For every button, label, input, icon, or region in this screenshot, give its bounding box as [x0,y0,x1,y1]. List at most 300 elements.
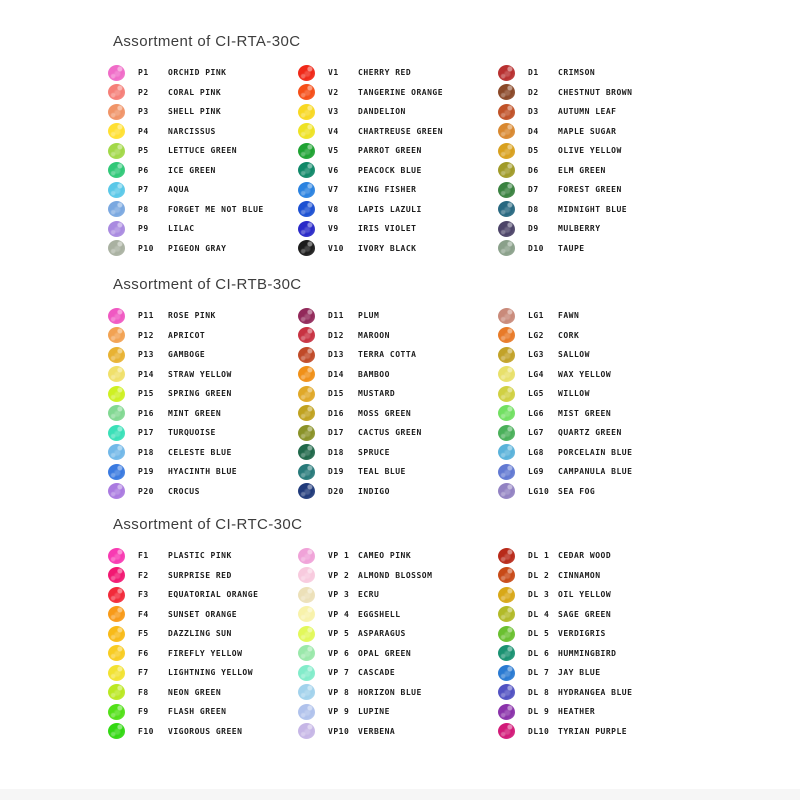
color-name: ASPARAGUS [358,629,406,639]
color-entry [298,546,493,566]
color-swatch [108,665,125,681]
color-code: V6 [328,165,339,175]
color-entry [108,83,303,103]
color-name: IRIS VIOLET [358,224,417,234]
color-code: DL 3 [528,590,550,600]
color-swatch [108,240,125,256]
color-name: ICE GREEN [168,165,216,175]
color-code: D2 [528,87,539,97]
color-code: P7 [138,185,149,195]
color-entry [498,83,693,103]
color-name: JAY BLUE [558,668,601,678]
color-swatch [108,221,125,237]
color-code: V7 [328,185,339,195]
color-code: VP 2 [328,570,350,580]
color-entry [498,663,693,683]
color-code: D8 [528,204,539,214]
color-name: MAROON [358,330,390,340]
color-name: PORCELAIN BLUE [558,447,633,457]
color-name: SURPRISE RED [168,570,232,580]
color-name: INDIGO [358,486,390,496]
color-code: D11 [328,311,344,321]
swatch-column [498,306,693,501]
color-name: QUARTZ GREEN [558,428,622,438]
color-swatch [498,240,515,256]
color-entry [108,605,303,625]
color-name: HYDRANGEA BLUE [558,687,633,697]
color-code: DL 7 [528,668,550,678]
color-entry [108,546,303,566]
color-swatch [498,723,515,739]
color-entry [498,345,693,365]
color-swatch [298,366,315,382]
color-swatch [298,606,315,622]
color-swatch [108,65,125,81]
color-code: D1 [528,68,539,78]
color-code: D13 [328,350,344,360]
color-swatch [498,308,515,324]
color-entry [298,404,493,424]
color-swatch [108,587,125,603]
color-entry [498,384,693,404]
color-name: CEDAR WOOD [558,551,612,561]
color-entry [298,141,493,161]
color-name: CELESTE BLUE [168,447,232,457]
color-code: D15 [328,389,344,399]
color-code: V3 [328,107,339,117]
color-name: SUNSET ORANGE [168,609,238,619]
color-entry [298,605,493,625]
color-entry [498,482,693,502]
color-code: F8 [138,687,149,697]
color-code: DL 2 [528,570,550,580]
color-code: VP 8 [328,687,350,697]
color-name: CHERRY RED [358,68,412,78]
color-swatch [298,240,315,256]
color-name: FLASH GREEN [168,707,227,717]
color-swatch [298,347,315,363]
color-code: P19 [138,467,154,477]
color-swatch [298,704,315,720]
color-swatch [108,123,125,139]
color-name: PLASTIC PINK [168,551,232,561]
color-entry [498,180,693,200]
color-entry [498,326,693,346]
color-swatch [108,704,125,720]
color-entry [108,624,303,644]
color-name: OIL YELLOW [558,590,612,600]
color-name: WILLOW [558,389,590,399]
color-code: V9 [328,224,339,234]
color-entry [498,122,693,142]
color-name: MOSS GREEN [358,408,412,418]
color-code: LG10 [528,486,550,496]
color-code: P2 [138,87,149,97]
color-entry [498,644,693,664]
color-swatch [498,665,515,681]
color-code: D20 [328,486,344,496]
color-name: AUTUMN LEAF [558,107,617,117]
color-code: LG3 [528,350,544,360]
color-swatch [298,162,315,178]
color-code: D14 [328,369,344,379]
color-swatch [498,65,515,81]
color-code: DL 6 [528,648,550,658]
color-code: F6 [138,648,149,658]
color-code: LG9 [528,467,544,477]
color-code: LG4 [528,369,544,379]
color-entry [298,482,493,502]
color-swatch [298,201,315,217]
color-code: P15 [138,389,154,399]
color-swatch [498,162,515,178]
color-code: LG5 [528,389,544,399]
color-code: F9 [138,707,149,717]
color-swatch [498,606,515,622]
color-name: TERRA COTTA [358,350,417,360]
color-entry [498,702,693,722]
color-swatch [498,483,515,499]
color-name: CACTUS GREEN [358,428,422,438]
color-entry [298,585,493,605]
color-swatch [498,425,515,441]
color-name: FIREFLY YELLOW [168,648,243,658]
color-swatch [108,405,125,421]
color-entry [108,585,303,605]
color-swatch [498,327,515,343]
color-code: LG7 [528,428,544,438]
color-entry [108,404,303,424]
color-name: VERBENA [358,726,396,736]
color-code: D5 [528,146,539,156]
color-name: OPAL GREEN [358,648,412,658]
color-swatch [498,684,515,700]
color-code: P11 [138,311,154,321]
color-name: FORGET ME NOT BLUE [168,204,264,214]
color-entry [498,585,693,605]
color-swatch [498,405,515,421]
color-swatch [108,347,125,363]
color-code: P3 [138,107,149,117]
color-swatch [298,665,315,681]
color-code: F1 [138,551,149,561]
color-name: IVORY BLACK [358,243,417,253]
color-code: DL10 [528,726,550,736]
color-entry [498,546,693,566]
color-name: CHARTREUSE GREEN [358,126,444,136]
color-swatch [298,483,315,499]
color-code: D7 [528,185,539,195]
color-entry [498,239,693,259]
color-name: FOREST GREEN [558,185,622,195]
color-entry [108,141,303,161]
color-code: D9 [528,224,539,234]
color-code: DL 8 [528,687,550,697]
swatch-column [108,546,303,741]
color-entry [298,624,493,644]
color-entry [498,722,693,742]
color-swatch [298,587,315,603]
color-entry [498,624,693,644]
color-code: VP 9 [328,707,350,717]
color-name: LIGHTNING YELLOW [168,668,254,678]
color-entry [108,384,303,404]
color-entry [498,306,693,326]
color-code: LG2 [528,330,544,340]
color-code: VP 6 [328,648,350,658]
color-swatch [298,123,315,139]
color-entry [108,365,303,385]
color-entry [298,702,493,722]
color-entry [108,683,303,703]
color-swatch [298,645,315,661]
color-swatch [498,366,515,382]
color-name: GAMBOGE [168,350,206,360]
color-swatch [108,182,125,198]
color-name: HUMMINGBIRD [558,648,617,658]
color-swatch [298,684,315,700]
color-swatch [498,221,515,237]
color-swatch [298,626,315,642]
color-swatch [298,405,315,421]
color-entry [108,482,303,502]
color-name: TYRIAN PURPLE [558,726,628,736]
color-swatch [108,684,125,700]
color-swatch [108,104,125,120]
color-name: HORIZON BLUE [358,687,422,697]
color-swatch [298,182,315,198]
color-swatch [298,104,315,120]
color-swatch [298,221,315,237]
color-name: MIDNIGHT BLUE [558,204,628,214]
color-swatch [498,444,515,460]
color-name: LUPINE [358,707,390,717]
color-entry [108,122,303,142]
color-swatch [108,201,125,217]
color-entry [498,462,693,482]
swatch-column [108,63,303,258]
color-swatch [108,386,125,402]
color-swatch [498,464,515,480]
color-name: FAWN [558,311,580,321]
color-code: P6 [138,165,149,175]
color-entry [298,462,493,482]
color-code: P8 [138,204,149,214]
color-entry [498,200,693,220]
color-entry [108,306,303,326]
color-entry [108,239,303,259]
color-name: HYACINTH BLUE [168,467,238,477]
color-swatch [498,143,515,159]
color-name: HEATHER [558,707,596,717]
swatch-column [298,306,493,501]
color-code: F3 [138,590,149,600]
color-name: SEA FOG [558,486,596,496]
color-name: LETTUCE GREEN [168,146,238,156]
color-entry [498,102,693,122]
color-entry [108,462,303,482]
color-code: DL 4 [528,609,550,619]
color-name: KING FISHER [358,185,417,195]
color-swatch [108,143,125,159]
color-code: LG1 [528,311,544,321]
color-name: DANDELION [358,107,406,117]
color-entry [298,63,493,83]
color-code: P17 [138,428,154,438]
color-code: VP 7 [328,668,350,678]
color-name: PEACOCK BLUE [358,165,422,175]
color-swatch [498,587,515,603]
color-name: SAGE GREEN [558,609,612,619]
color-code: D10 [528,243,544,253]
color-name: MULBERRY [558,224,601,234]
color-entry [108,443,303,463]
color-code: DL 9 [528,707,550,717]
color-name: SPRUCE [358,447,390,457]
color-swatch [108,548,125,564]
color-entry [298,326,493,346]
color-name: NARCISSUS [168,126,216,136]
color-code: F2 [138,570,149,580]
color-swatch [108,483,125,499]
color-entry [298,345,493,365]
color-name: SHELL PINK [168,107,222,117]
color-swatch [108,425,125,441]
color-name: ORCHID PINK [168,68,227,78]
color-entry [298,239,493,259]
color-entry [298,384,493,404]
color-code: V10 [328,243,344,253]
color-code: P10 [138,243,154,253]
color-name: MAPLE SUGAR [558,126,617,136]
color-name: CRIMSON [558,68,596,78]
color-entry [108,102,303,122]
color-code: F4 [138,609,149,619]
color-swatch [498,84,515,100]
color-entry [298,443,493,463]
color-code: F10 [138,726,154,736]
color-name: TURQUOISE [168,428,216,438]
color-name: CASCADE [358,668,396,678]
color-entry [498,566,693,586]
color-swatch [108,162,125,178]
color-code: VP 4 [328,609,350,619]
color-swatch [108,606,125,622]
color-name: SALLOW [558,350,590,360]
color-code: F5 [138,629,149,639]
color-swatch [498,626,515,642]
color-entry [108,200,303,220]
color-entry [298,219,493,239]
swatch-column [498,63,693,258]
color-name: MUSTARD [358,389,396,399]
swatch-column [108,306,303,501]
color-entry [108,722,303,742]
color-code: D16 [328,408,344,418]
color-swatch [498,201,515,217]
color-name: TAUPE [558,243,585,253]
color-code: V8 [328,204,339,214]
color-name: CORAL PINK [168,87,222,97]
color-swatch [498,182,515,198]
color-name: LAPIS LAZULI [358,204,422,214]
color-name: VERDIGRIS [558,629,606,639]
color-entry [498,404,693,424]
color-entry [108,63,303,83]
color-name: STRAW YELLOW [168,369,232,379]
color-entry [108,326,303,346]
color-code: P18 [138,447,154,457]
color-swatch [108,444,125,460]
color-name: AQUA [168,185,190,195]
swatch-column [298,63,493,258]
color-code: P9 [138,224,149,234]
color-name: MIST GREEN [558,408,612,418]
color-name: OLIVE YELLOW [558,146,622,156]
color-code: VP 3 [328,590,350,600]
color-swatch [108,464,125,480]
color-code: P12 [138,330,154,340]
color-swatch [498,386,515,402]
color-name: SPRING GREEN [168,389,232,399]
color-entry [298,566,493,586]
color-name: CAMEO PINK [358,551,412,561]
color-code: D4 [528,126,539,136]
color-swatch [298,425,315,441]
section-title: Assortment of CI-RTB-30C [113,276,302,293]
color-swatch [298,548,315,564]
color-code: VP 5 [328,629,350,639]
color-code: VP10 [328,726,350,736]
color-code: D19 [328,467,344,477]
color-entry [298,102,493,122]
color-name: ALMOND BLOSSOM [358,570,433,580]
color-name: ECRU [358,590,380,600]
color-entry [298,683,493,703]
color-entry [108,161,303,181]
color-entry [498,683,693,703]
color-entry [108,566,303,586]
color-entry [108,219,303,239]
color-name: VIGOROUS GREEN [168,726,243,736]
color-entry [108,663,303,683]
color-code: VP 1 [328,551,350,561]
color-swatch [298,65,315,81]
color-entry [498,63,693,83]
color-name: APRICOT [168,330,206,340]
color-entry [498,443,693,463]
color-name: TANGERINE ORANGE [358,87,444,97]
color-entry [498,161,693,181]
color-swatch [298,308,315,324]
color-entry [108,702,303,722]
color-code: P13 [138,350,154,360]
color-swatch [298,444,315,460]
color-code: D3 [528,107,539,117]
color-name: TEAL BLUE [358,467,406,477]
color-swatch [108,327,125,343]
color-name: MINT GREEN [168,408,222,418]
color-entry [298,83,493,103]
color-entry [108,644,303,664]
color-code: D12 [328,330,344,340]
section-title: Assortment of CI-RTA-30C [113,33,301,50]
color-entry [298,180,493,200]
color-name: EGGSHELL [358,609,401,619]
color-name: PARROT GREEN [358,146,422,156]
color-swatch [498,347,515,363]
color-code: P20 [138,486,154,496]
